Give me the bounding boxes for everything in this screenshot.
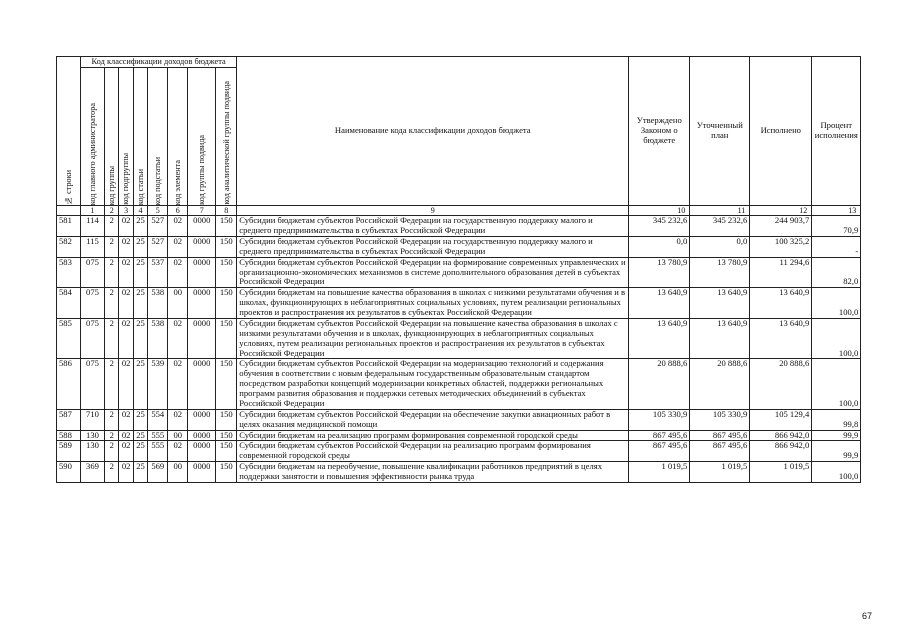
subgroup-code: 02 bbox=[119, 236, 133, 257]
admin-code: 114 bbox=[81, 216, 105, 237]
analytic-group-code: 150 bbox=[216, 288, 237, 319]
revenue-name: Субсидии бюджетам на реализацию программ формирования современной городской среды bbox=[237, 430, 629, 441]
subarticle-code: 539 bbox=[148, 359, 168, 409]
subarticle-code: 555 bbox=[148, 430, 168, 441]
article-code: 25 bbox=[133, 409, 147, 430]
row-number: 589 bbox=[57, 441, 81, 462]
admin-code: 075 bbox=[81, 288, 105, 319]
subgroup-code: 02 bbox=[119, 430, 133, 441]
table-body bbox=[57, 216, 861, 483]
approved-amount: 1 019,5 bbox=[629, 462, 690, 483]
article-code: 25 bbox=[133, 441, 147, 462]
revenue-name: Субсидии бюджетам субъектов Российской Федерации на обеспечение закупки авиационных работ в целях оказания медицинской помощи bbox=[237, 409, 629, 430]
column-number: 13 bbox=[812, 206, 861, 216]
row-number: 588 bbox=[57, 430, 81, 441]
element-code: 00 bbox=[168, 288, 188, 319]
subtype-group-code: 0000 bbox=[188, 318, 216, 359]
refined-plan-amount: 13 640,9 bbox=[690, 318, 750, 359]
row-number-header: № строки bbox=[57, 57, 81, 206]
code-group-header: код группы bbox=[105, 68, 119, 206]
analytic-group-code: 150 bbox=[216, 441, 237, 462]
column-number: 7 bbox=[188, 206, 216, 216]
row-number: 586 bbox=[57, 359, 81, 409]
subtype-group-code: 0000 bbox=[188, 462, 216, 483]
name-column-header: Наименование кода классификации доходов бюджета bbox=[237, 57, 629, 206]
approved-column-header: Утверждено Законом о бюджете bbox=[629, 57, 690, 206]
subgroup-code: 02 bbox=[119, 288, 133, 319]
column-number: 1 bbox=[81, 206, 105, 216]
article-code: 25 bbox=[133, 288, 147, 319]
subtype-group-code: 0000 bbox=[188, 288, 216, 319]
revenue-name: Субсидии бюджетам на повышение качества образования в школах с низкими результатами обучения и в школах, функционирующих в неблагоприятных социальных условиях, путем реализации региональных проектов и распространения их результатов в субъектах Российской Федерации bbox=[237, 288, 629, 319]
article-code: 25 bbox=[133, 359, 147, 409]
subarticle-code: 537 bbox=[148, 257, 168, 288]
column-number: 11 bbox=[690, 206, 750, 216]
column-number: 4 bbox=[133, 206, 147, 216]
code-subarticle-header: код подстатьи bbox=[148, 68, 168, 206]
refined-plan-amount: 20 888,6 bbox=[690, 359, 750, 409]
code-subtype-group-header: код группы подвида bbox=[188, 68, 216, 206]
subarticle-code: 527 bbox=[148, 216, 168, 237]
column-numbers-row bbox=[57, 206, 861, 216]
row-number: 590 bbox=[57, 462, 81, 483]
analytic-group-code: 150 bbox=[216, 257, 237, 288]
execution-percent: 100,0 bbox=[812, 462, 861, 483]
article-code: 25 bbox=[133, 236, 147, 257]
percent-column-header: Процент исполнения bbox=[812, 57, 861, 206]
table-row bbox=[57, 359, 861, 409]
row-number: 587 bbox=[57, 409, 81, 430]
row-number: 583 bbox=[57, 257, 81, 288]
table-row bbox=[57, 236, 861, 257]
revenue-name: Субсидии бюджетам субъектов Российской Федерации на формирование современных управленческих и организационно-экономических механизмов в системе дополнительного образования детей в субъектах Российской Федерации bbox=[237, 257, 629, 288]
article-code: 25 bbox=[133, 430, 147, 441]
execution-percent: 100,0 bbox=[812, 288, 861, 319]
executed-amount: 105 129,4 bbox=[750, 409, 812, 430]
analytic-group-code: 150 bbox=[216, 359, 237, 409]
table-row bbox=[57, 318, 861, 359]
column-number: 8 bbox=[216, 206, 237, 216]
executed-amount: 11 294,6 bbox=[750, 257, 812, 288]
execution-percent: - bbox=[812, 236, 861, 257]
column-number: 2 bbox=[105, 206, 119, 216]
row-number: 582 bbox=[57, 236, 81, 257]
admin-code: 075 bbox=[81, 257, 105, 288]
row-number: 584 bbox=[57, 288, 81, 319]
table-row bbox=[57, 216, 861, 237]
refined-plan-amount: 13 780,9 bbox=[690, 257, 750, 288]
subtype-group-code: 0000 bbox=[188, 257, 216, 288]
article-code: 25 bbox=[133, 216, 147, 237]
subgroup-code: 02 bbox=[119, 441, 133, 462]
subgroup-code: 02 bbox=[119, 462, 133, 483]
execution-percent: 99,8 bbox=[812, 409, 861, 430]
analytic-group-code: 150 bbox=[216, 430, 237, 441]
element-code: 02 bbox=[168, 441, 188, 462]
execution-percent: 99,9 bbox=[812, 441, 861, 462]
subtype-group-code: 0000 bbox=[188, 409, 216, 430]
subarticle-code: 554 bbox=[148, 409, 168, 430]
subarticle-code: 538 bbox=[148, 288, 168, 319]
table-row bbox=[57, 288, 861, 319]
admin-code: 369 bbox=[81, 462, 105, 483]
classification-group-header: Код классификации доходов бюджета bbox=[81, 57, 237, 68]
revenue-name: Субсидии бюджетам субъектов Российской Федерации на государственную поддержку малого и среднего предпринимательства в субъектах Российской Федерации bbox=[237, 216, 629, 237]
budget-table-sheet bbox=[56, 56, 861, 483]
table-row bbox=[57, 441, 861, 462]
revenue-name: Субсидии бюджетам на переобучение, повышение квалификации работников предприятий в целях поддержки занятости и повышения эффективности рынка труда bbox=[237, 462, 629, 483]
column-number: 10 bbox=[629, 206, 690, 216]
subtype-group-code: 0000 bbox=[188, 216, 216, 237]
subgroup-code: 02 bbox=[119, 257, 133, 288]
group-code: 2 bbox=[105, 318, 119, 359]
admin-code: 075 bbox=[81, 359, 105, 409]
subgroup-code: 02 bbox=[119, 409, 133, 430]
subarticle-code: 555 bbox=[148, 441, 168, 462]
refined-plan-amount: 13 640,9 bbox=[690, 288, 750, 319]
group-code: 2 bbox=[105, 462, 119, 483]
refined-plan-amount: 867 495,6 bbox=[690, 430, 750, 441]
column-number bbox=[57, 206, 81, 216]
element-code: 00 bbox=[168, 430, 188, 441]
column-number: 9 bbox=[237, 206, 629, 216]
subgroup-code: 02 bbox=[119, 359, 133, 409]
executed-amount: 866 942,0 bbox=[750, 430, 812, 441]
execution-percent: 70,9 bbox=[812, 216, 861, 237]
analytic-group-code: 150 bbox=[216, 409, 237, 430]
table-row bbox=[57, 409, 861, 430]
admin-code: 115 bbox=[81, 236, 105, 257]
code-article-header: код статьи bbox=[133, 68, 147, 206]
subtype-group-code: 0000 bbox=[188, 359, 216, 409]
row-number: 581 bbox=[57, 216, 81, 237]
group-code: 2 bbox=[105, 236, 119, 257]
code-admin-header: код главного администратора bbox=[81, 68, 105, 206]
column-number: 5 bbox=[148, 206, 168, 216]
approved-amount: 20 888,6 bbox=[629, 359, 690, 409]
admin-code: 710 bbox=[81, 409, 105, 430]
element-code: 00 bbox=[168, 462, 188, 483]
subgroup-code: 02 bbox=[119, 318, 133, 359]
group-code: 2 bbox=[105, 441, 119, 462]
approved-amount: 867 495,6 bbox=[629, 430, 690, 441]
element-code: 02 bbox=[168, 257, 188, 288]
subtype-group-code: 0000 bbox=[188, 441, 216, 462]
code-analytic-group-header: код аналитической группы подвида bbox=[216, 68, 237, 206]
code-subgroup-header: код подгруппы bbox=[119, 68, 133, 206]
refined-plan-column-header: Уточненный план bbox=[690, 57, 750, 206]
table-row bbox=[57, 257, 861, 288]
element-code: 02 bbox=[168, 318, 188, 359]
element-code: 02 bbox=[168, 216, 188, 237]
executed-amount: 1 019,5 bbox=[750, 462, 812, 483]
approved-amount: 345 232,6 bbox=[629, 216, 690, 237]
group-code: 2 bbox=[105, 216, 119, 237]
admin-code: 130 bbox=[81, 430, 105, 441]
approved-amount: 105 330,9 bbox=[629, 409, 690, 430]
execution-percent: 100,0 bbox=[812, 359, 861, 409]
element-code: 02 bbox=[168, 409, 188, 430]
revenue-name: Субсидии бюджетам субъектов Российской Федерации на реализацию программ формирования современной городской среды bbox=[237, 441, 629, 462]
article-code: 25 bbox=[133, 318, 147, 359]
budget-revenue-table bbox=[56, 56, 861, 483]
analytic-group-code: 150 bbox=[216, 462, 237, 483]
subtype-group-code: 0000 bbox=[188, 236, 216, 257]
executed-amount: 13 640,9 bbox=[750, 288, 812, 319]
code-element-header: код элемента bbox=[168, 68, 188, 206]
column-number: 3 bbox=[119, 206, 133, 216]
column-number: 12 bbox=[750, 206, 812, 216]
executed-amount: 20 888,6 bbox=[750, 359, 812, 409]
subarticle-code: 569 bbox=[148, 462, 168, 483]
column-number: 6 bbox=[168, 206, 188, 216]
element-code: 02 bbox=[168, 359, 188, 409]
refined-plan-amount: 0,0 bbox=[690, 236, 750, 257]
header-row-group bbox=[57, 57, 861, 68]
executed-amount: 244 903,7 bbox=[750, 216, 812, 237]
revenue-name: Субсидии бюджетам субъектов Российской Федерации на модернизацию технологий и содержания обучения в соответствии с новым федеральным государственным образовательным стандартом посредством разработки концепций модернизации конкретных областей, поддержки региональных программ развития образования и поддержки сетевых методических объединений в субъектах Российской Федерации bbox=[237, 359, 629, 409]
refined-plan-amount: 345 232,6 bbox=[690, 216, 750, 237]
approved-amount: 13 640,9 bbox=[629, 288, 690, 319]
article-code: 25 bbox=[133, 462, 147, 483]
analytic-group-code: 150 bbox=[216, 216, 237, 237]
subtype-group-code: 0000 bbox=[188, 430, 216, 441]
subarticle-code: 538 bbox=[148, 318, 168, 359]
group-code: 2 bbox=[105, 359, 119, 409]
execution-percent: 82,0 bbox=[812, 257, 861, 288]
analytic-group-code: 150 bbox=[216, 236, 237, 257]
element-code: 02 bbox=[168, 236, 188, 257]
approved-amount: 13 780,9 bbox=[629, 257, 690, 288]
executed-amount: 13 640,9 bbox=[750, 318, 812, 359]
approved-amount: 13 640,9 bbox=[629, 318, 690, 359]
table-row bbox=[57, 462, 861, 483]
analytic-group-code: 150 bbox=[216, 318, 237, 359]
subarticle-code: 527 bbox=[148, 236, 168, 257]
revenue-name: Субсидии бюджетам субъектов Российской Федерации на государственную поддержку малого и среднего предпринимательства в субъектах Российской Федерации bbox=[237, 236, 629, 257]
execution-percent: 99,9 bbox=[812, 430, 861, 441]
page-number: 67 bbox=[862, 611, 873, 621]
subgroup-code: 02 bbox=[119, 216, 133, 237]
revenue-name: Субсидии бюджетам субъектов Российской Федерации на повышение качества образования в школах с низкими результатами обучения и в школах, функционирующих в неблагоприятных социальных условиях, путем реализации региональных проектов и распространения их результатов в субъектах Российской Федерации bbox=[237, 318, 629, 359]
admin-code: 130 bbox=[81, 441, 105, 462]
table-row bbox=[57, 430, 861, 441]
approved-amount: 0,0 bbox=[629, 236, 690, 257]
approved-amount: 867 495,6 bbox=[629, 441, 690, 462]
executed-amount: 100 325,2 bbox=[750, 236, 812, 257]
group-code: 2 bbox=[105, 288, 119, 319]
executed-amount: 866 942,0 bbox=[750, 441, 812, 462]
group-code: 2 bbox=[105, 409, 119, 430]
executed-column-header: Исполнено bbox=[750, 57, 812, 206]
group-code: 2 bbox=[105, 430, 119, 441]
refined-plan-amount: 867 495,6 bbox=[690, 441, 750, 462]
article-code: 25 bbox=[133, 257, 147, 288]
row-number: 585 bbox=[57, 318, 81, 359]
execution-percent: 100,0 bbox=[812, 318, 861, 359]
admin-code: 075 bbox=[81, 318, 105, 359]
group-code: 2 bbox=[105, 257, 119, 288]
refined-plan-amount: 1 019,5 bbox=[690, 462, 750, 483]
refined-plan-amount: 105 330,9 bbox=[690, 409, 750, 430]
